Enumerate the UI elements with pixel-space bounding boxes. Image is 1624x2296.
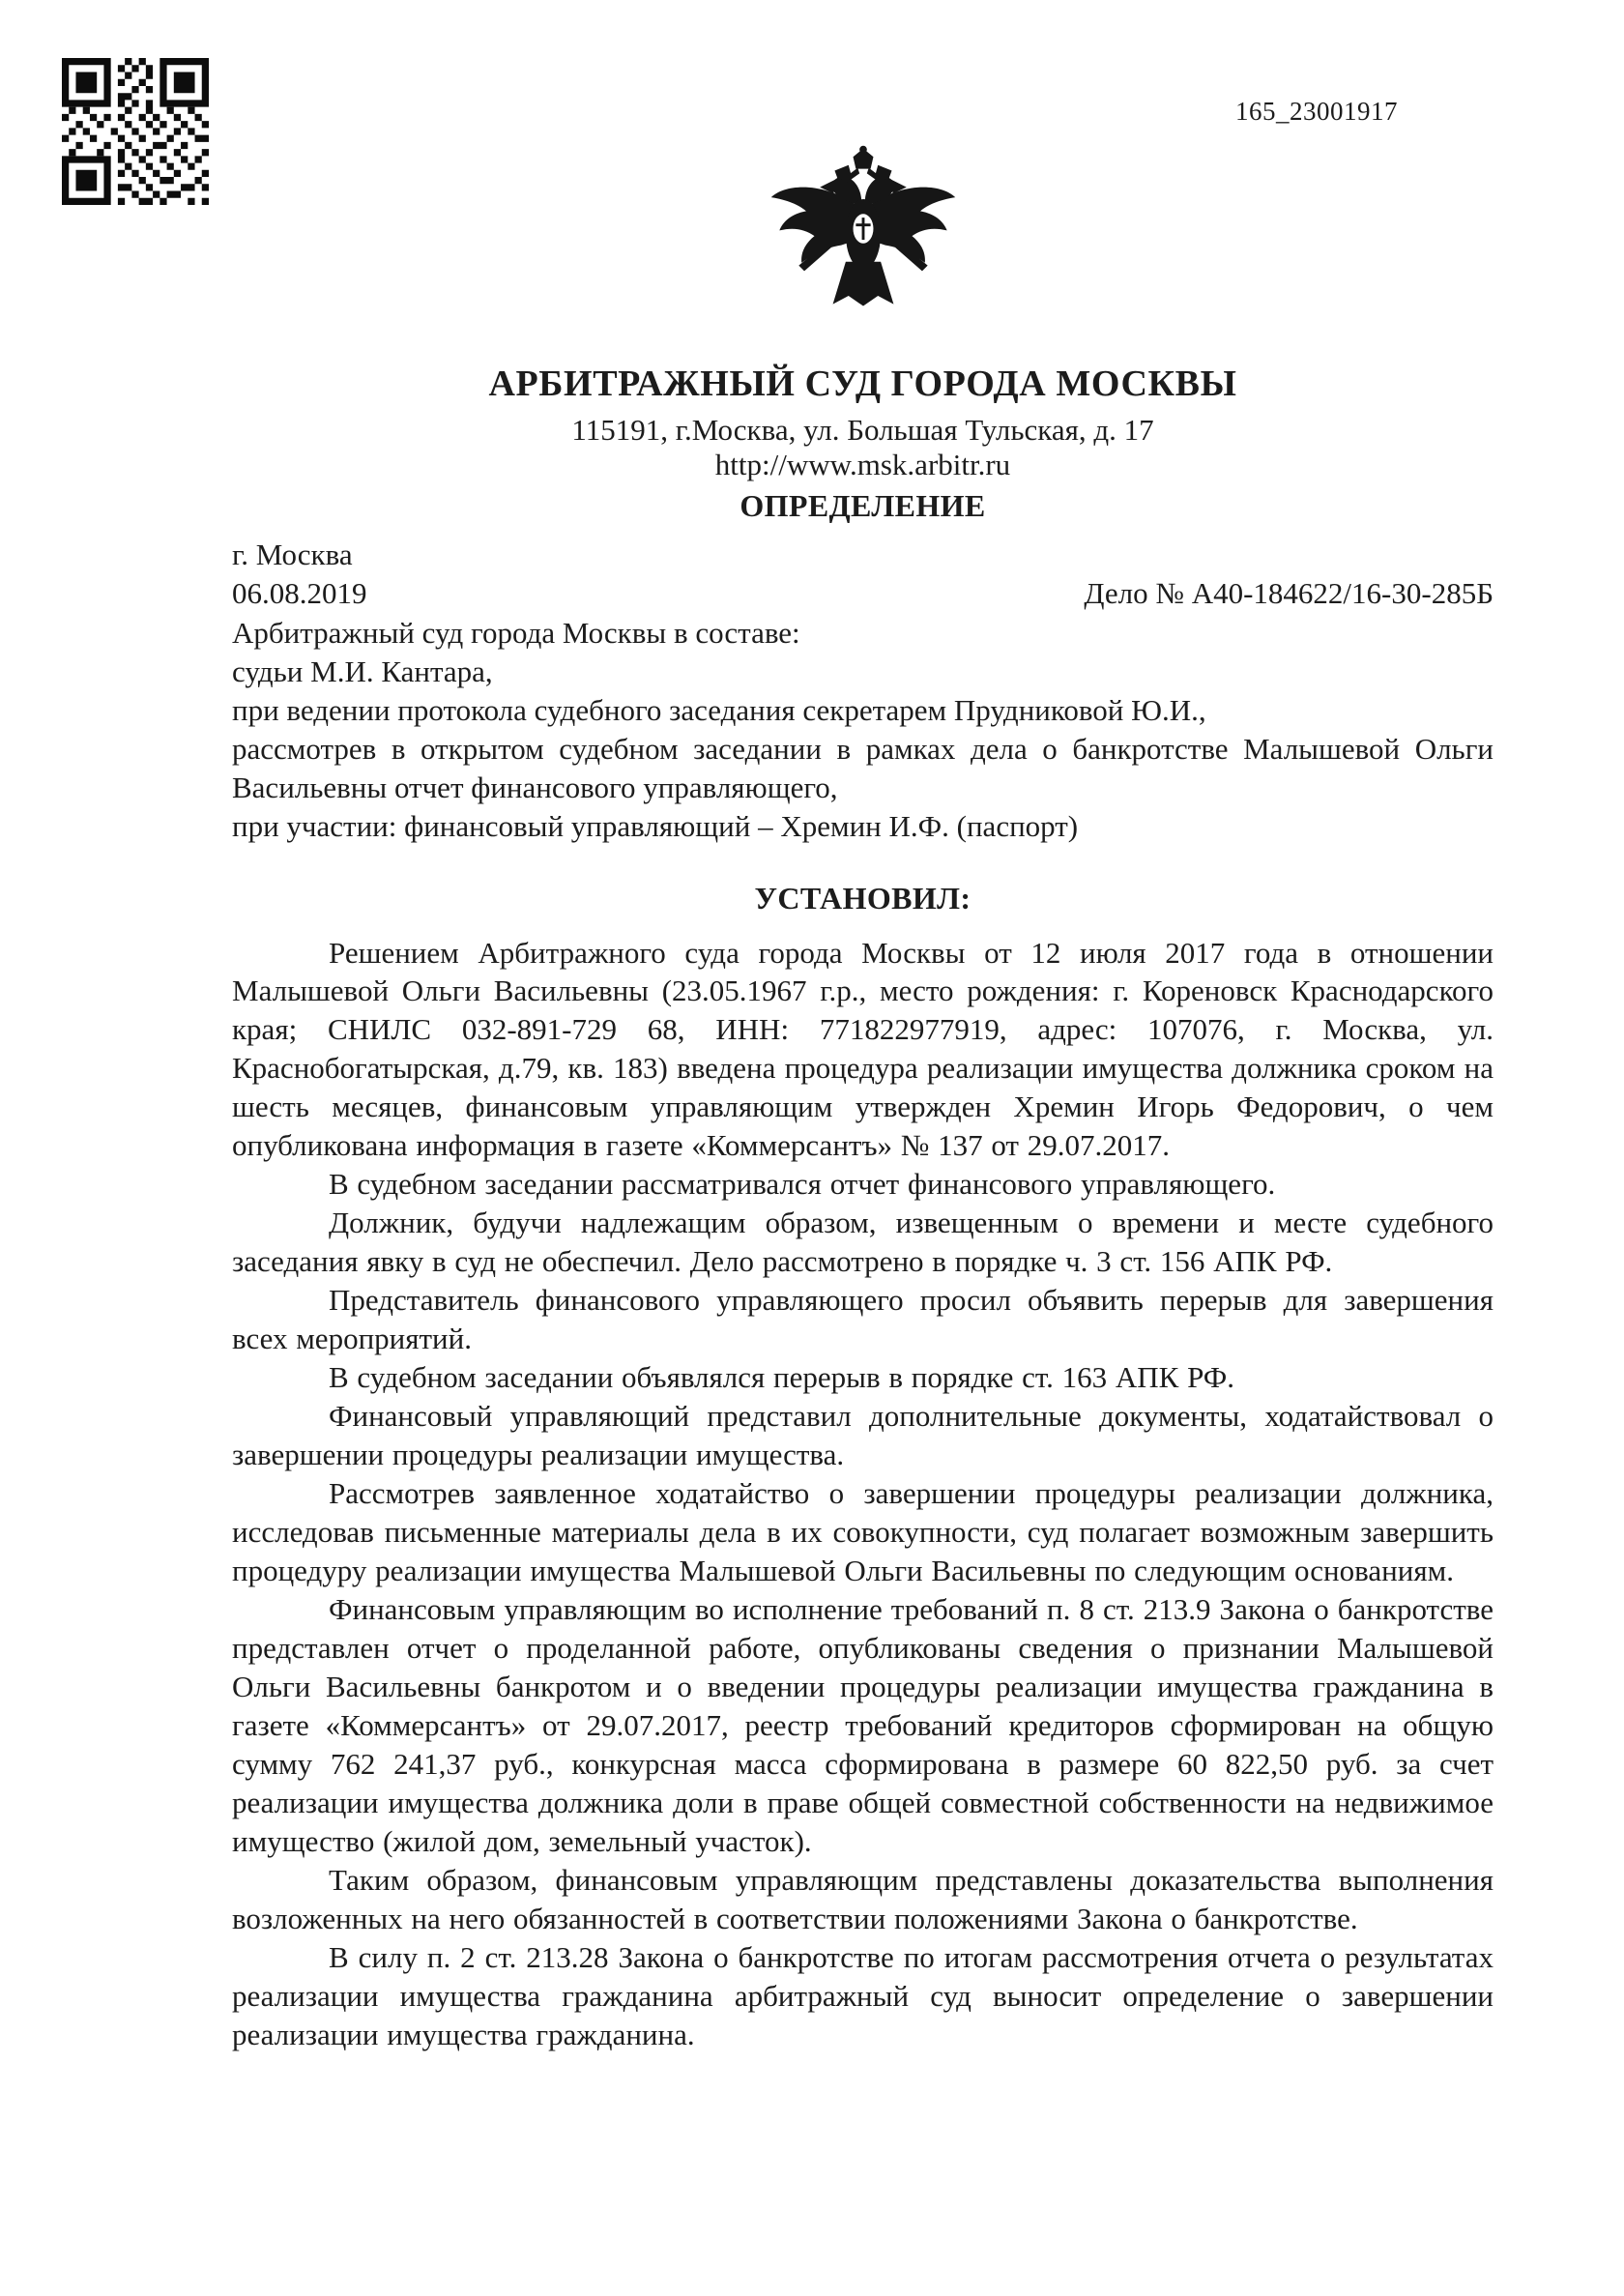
resolution-heading: УСТАНОВИЛ: xyxy=(754,880,972,915)
body-paragraph: Таким образом, финансовым управляющим представлены доказательства выполнения возложенных на него обязанностей в соответствии положениями Закона о банкротстве. xyxy=(232,1863,1494,1936)
court-url: http://www.msk.arbitr.ru xyxy=(714,448,1011,481)
court-address: 115191, г.Москва, ул. Большая Тульская, д. 17 xyxy=(571,413,1154,447)
body-paragraph: Должник, будучи надлежащим образом, извещенным о времени и месте судебного заседания явку в суд не обеспечил. Дело рассмотрено в порядке ч. 3 ст. 156 АПК РФ. xyxy=(232,1206,1494,1279)
coat-of-arms xyxy=(232,142,1494,341)
date-case-row xyxy=(232,574,1494,613)
intro-line-court-composition: Арбитражный суд города Москвы в составе: xyxy=(232,615,800,650)
intro-line-case-subject: рассмотрев в открытом судебном заседании в рамках дела о банкротстве Малышевой Ольги Васильевны отчет финансового управляющего, xyxy=(232,731,1494,804)
case-number: Дело № А40-184622/16-30-285Б xyxy=(1084,576,1494,611)
intro-line-judge: судьи М.И. Кантара, xyxy=(232,654,493,688)
coat-of-arms-icon xyxy=(762,142,965,335)
intro-line-secretary: при ведении протокола судебного заседания секретарем Прудниковой Ю.И., xyxy=(232,692,1206,727)
body-paragraph: Решением Арбитражного суда города Москвы от 12 июля 2017 года в отношении Малышевой Ольги Васильевны (23.05.1967 г.р., место рождения: г. Кореновск Краснодарского края; СНИЛС 032-891-729 68, ИНН: 771822977919, адрес: 107076, г. Москва, ул. Краснобогатырская, д.79, кв. 183) введена процедура реализации имущества должника сроком на шесть месяцев, финансовым управляющим утвержден Хремин Игорь Федорович, о чем опубликована информация в газете «Коммерсантъ» № 137 от 29.07.2017. xyxy=(232,935,1494,1163)
body-paragraph: Представитель финансового управляющего просил объявить перерыв для завершения всех мероприятий. xyxy=(232,1283,1494,1356)
body-paragraph: Финансовым управляющим во исполнение требований п. 8 ст. 213.9 Закона о банкротстве представлен отчет о проделанной работе, опубликованы сведения о признании Малышевой Ольги Васильевны банкротом и о введении процедуры реализации имущества гражданина в газете «Коммерсантъ» от 29.07.2017, реестр требований кредиторов сформирован на общую сумму 762 241,37 руб., конкурсная масса сформирована в размере 60 822,50 руб. за счет реализации имущества должника доли в праве общей совместной собственности на недвижимое имущество (жилой дом, земельный участок). xyxy=(232,1592,1494,1859)
body-paragraph: В судебном заседании рассматривался отчет финансового управляющего. xyxy=(329,1167,1276,1202)
intro-line-participants: при участии: финансовый управляющий – Хремин И.Ф. (паспорт) xyxy=(232,808,1079,843)
doc-number: 165_23001917 xyxy=(1235,97,1398,126)
body-paragraph: В судебном заседании объявлялся перерыв в порядке ст. 163 АПК РФ. xyxy=(329,1360,1235,1395)
city-label: г. Москва xyxy=(232,538,353,571)
court-name: АРБИТРАЖНЫЙ СУД ГОРОДА МОСКВЫ xyxy=(488,363,1237,404)
qr-code-icon xyxy=(62,58,209,205)
body-paragraph: Рассмотрев заявленное ходатайство о завершении процедуры реализации должника, исследовав письменные материалы дела в их совокупности, суд полагает возможным завершить процедуру реализации имущества Малышевой Ольги Васильевны по следующим основаниям. xyxy=(232,1476,1494,1588)
intro-block xyxy=(232,614,1494,846)
date-label: 06.08.2019 xyxy=(232,576,367,611)
doc-type-title: ОПРЕДЕЛЕНИЕ xyxy=(740,488,986,523)
body-paragraph: В силу п. 2 ст. 213.28 Закона о банкротстве по итогам рассмотрения отчета о результатах реализации имущества гражданина арбитражный суд выносит определение о завершении реализации имущества гражданина. xyxy=(232,1940,1494,2052)
resolution-body xyxy=(232,934,1494,2055)
body-paragraph: Финансовый управляющий представил дополнительные документы, ходатайствовал о завершении процедуры реализации имущества. xyxy=(232,1399,1494,1472)
